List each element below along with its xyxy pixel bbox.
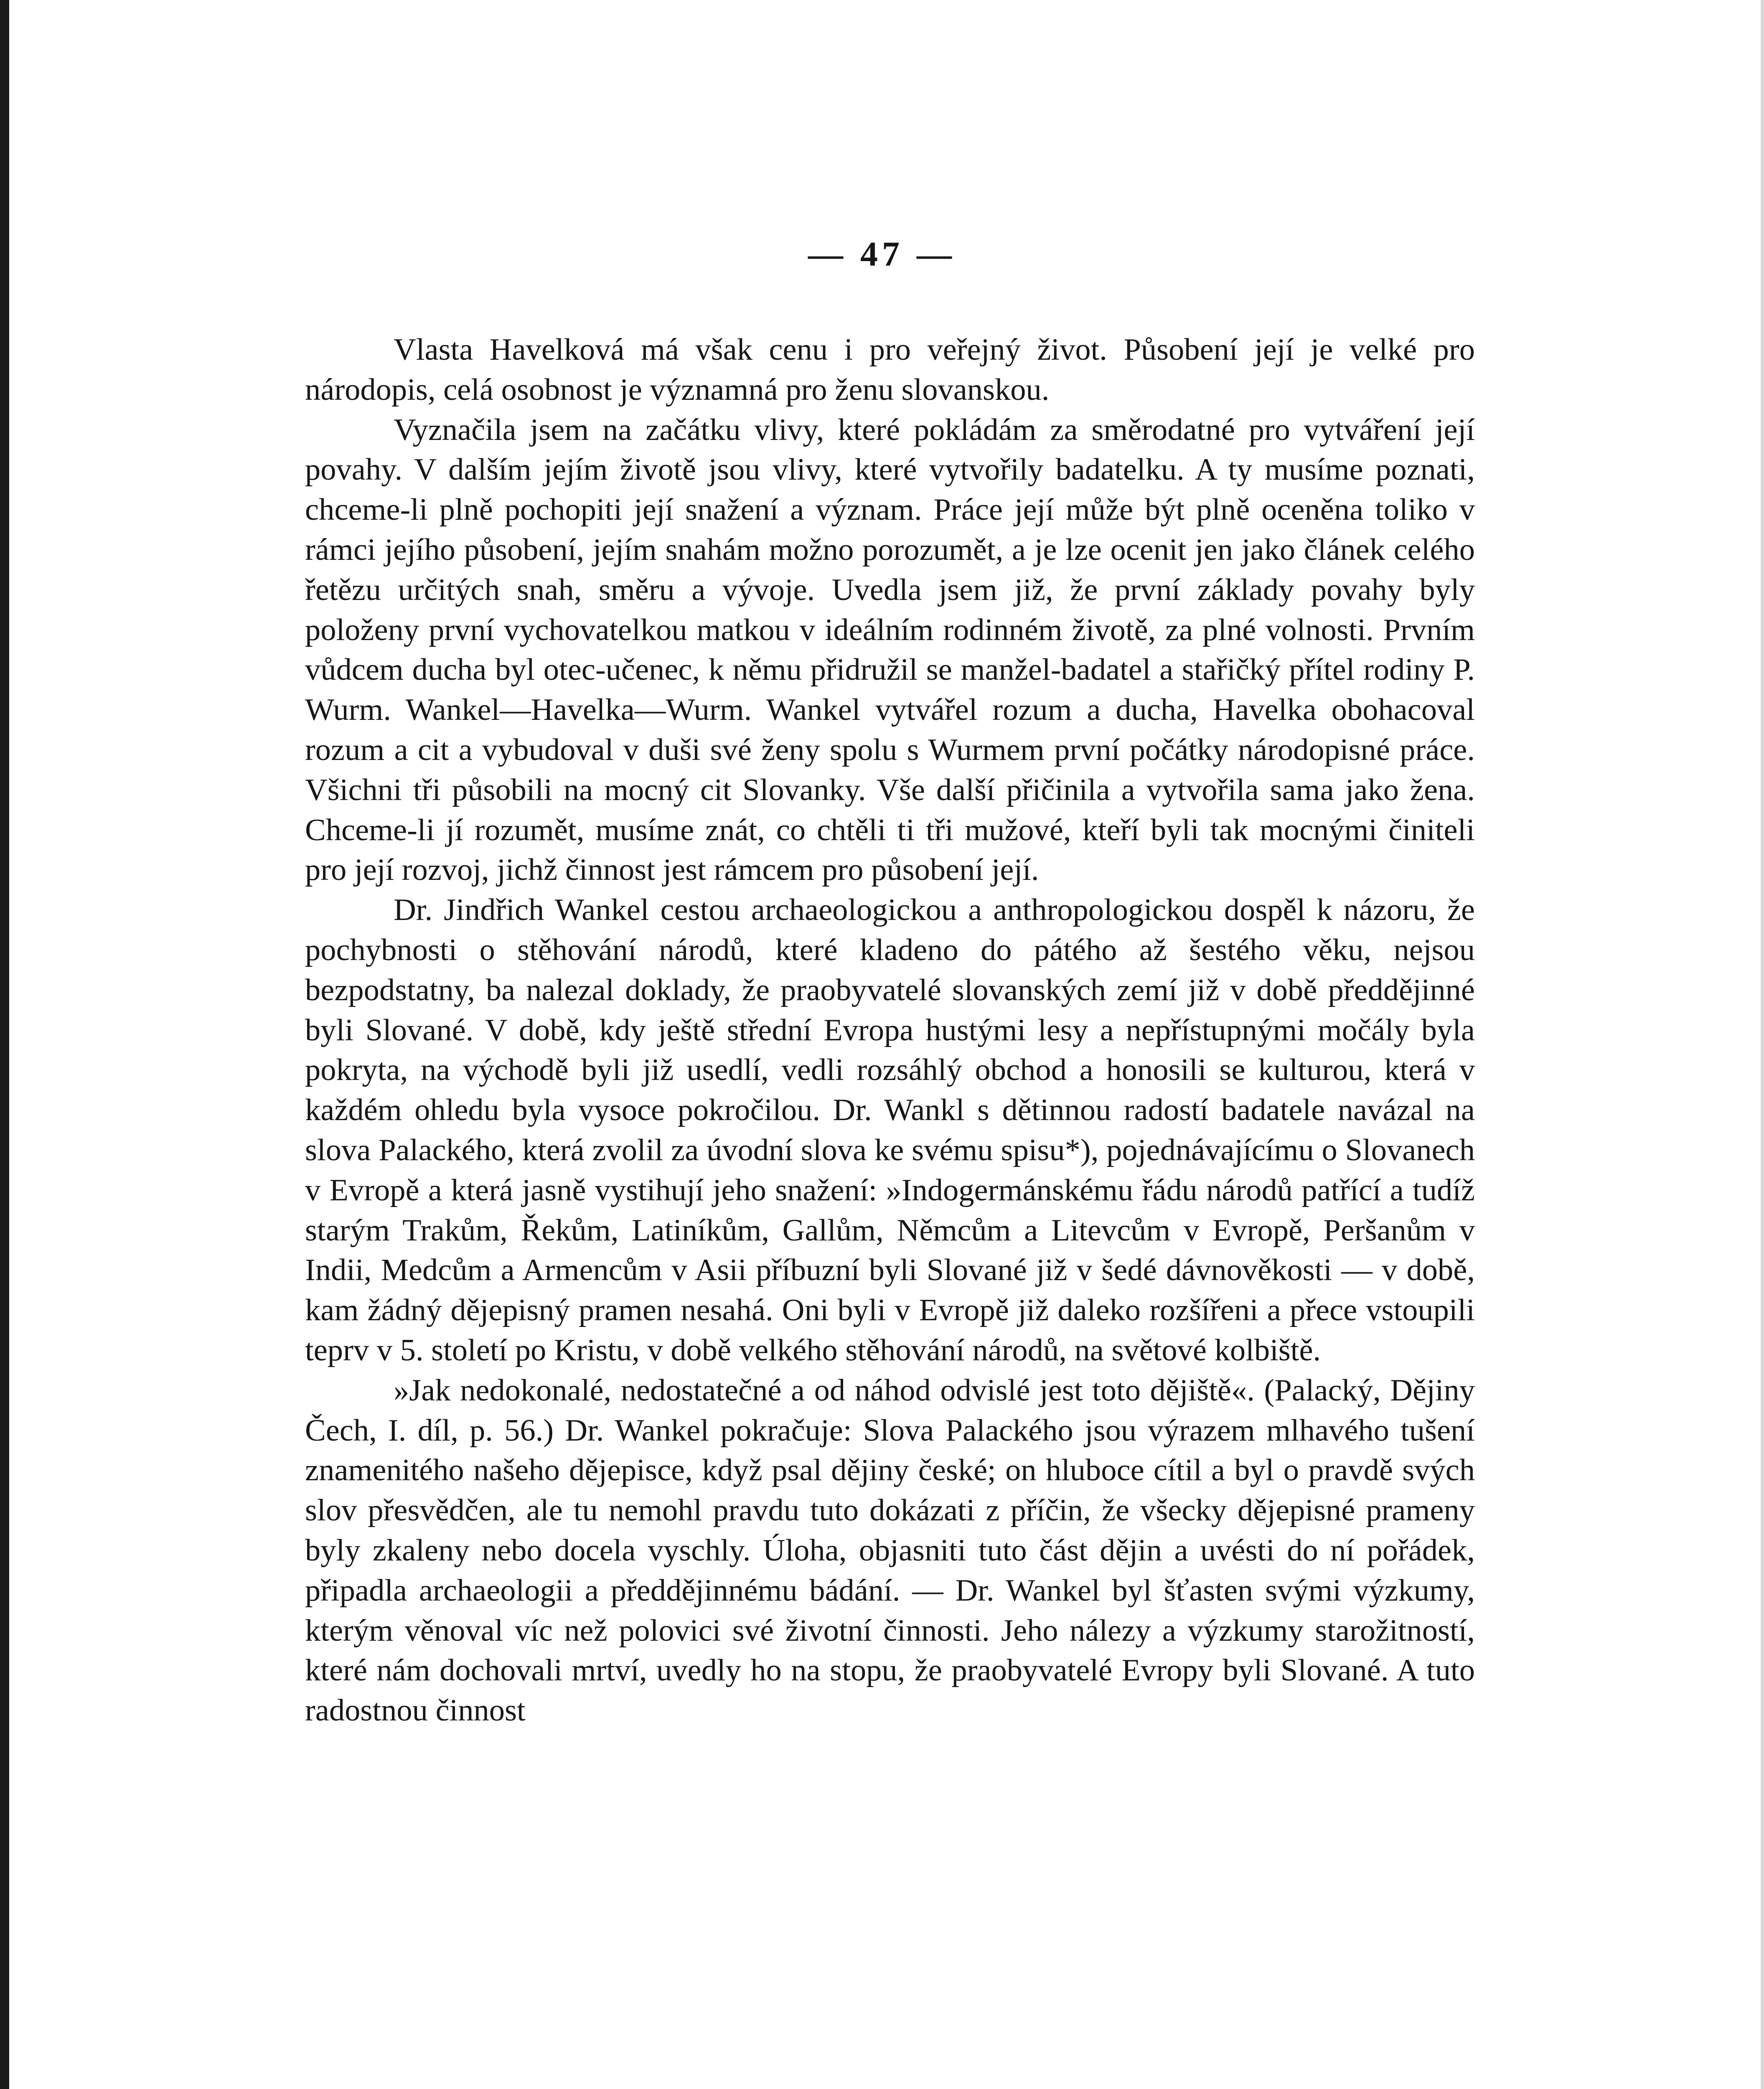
paragraph-4: »Jak nedokonalé, nedostatečné a od náhod odvislé jest toto dějiště«. (Palacký, Dějiny Čech, I. díl, p. 56.) Dr. Wankel pokračuje: Slova Palackého jsou výrazem mlhavého tušení znamenitého našeho dějepisce, když psal dějiny české; on hluboce cítil a byl o pravdě svých slov přesvědčen, ale tu nemohl pravdu tuto dokázati z příčin, že všecky dějepisné prameny byly zkaleny nebo docela vyschly. Úloha, objasniti tuto část dějin a uvésti do ní pořádek, připadla archaeologii a předdějinnému bádání. — Dr. Wankel byl šťasten svými výzkumy, kterým věnoval víc než polovici své životní činnosti. Jeho nálezy a výzkumy starožitností, které nám dochovali mrtví, uvedly ho na stopu, že praobyvatelé Evropy byli Slované. A tuto radostnou činnost <box>305 1373 1475 1728</box>
body-text <box>305 330 1475 1731</box>
scan-edge-left <box>0 0 9 2089</box>
page-number: — 47 — <box>808 235 956 274</box>
paragraph-1: Vlasta Havelková má však cenu i pro veřejný život. Působení její je velké pro národopis, celá osobnost je významná pro ženu slovanskou. <box>305 333 1475 407</box>
paragraph-2: Vyznačila jsem na začátku vlivy, které pokládám za směrodatné pro vytváření její povahy. V dalším jejím životě jsou vlivy, které vytvořily badatelku. A ty musíme poznati, chceme-li plně pochopiti její snažení a význam. Práce její může být plně oceněna toliko v rámci jejího působení, jejím snahám možno porozumět, a je lze ocenit jen jako článek celého řetězu určitých snah, směru a vývoje. Uvedla jsem již, že první základy povahy byly položeny první vychovatelkou matkou v ideálním rodinném životě, za plné volnosti. Prvním vůdcem ducha byl otec-učenec, k němu přidružil se manžel-badatel a stařičký přítel rodiny P. Wurm. Wankel—Havelka—Wurm. Wankel vytvářel rozum a ducha, Havelka obohacoval rozum a cit a vybudoval v duši své ženy spolu s Wurmem první počátky národopisné práce. Všichni tři působili na mocný cit Slovanky. Vše další přičinila a vytvořila sama jako žena. Chceme-li jí rozumět, musíme znát, co chtěli ti tři mužové, kteří byli tak mocnými činiteli pro její rozvoj, jichž činnost jest rámcem pro působení její. <box>305 412 1475 887</box>
scan-edge-right <box>1761 0 1764 2089</box>
paragraph-3: Dr. Jindřich Wankel cestou archaeologickou a anthropologickou dospěl k názoru, že pochybnosti o stěhování národů, které kladeno do pátého až šestého věku, nejsou bezpodstatny, ba nalezal doklady, že praobyvatelé slovanských zemí již v době předdějinné byli Slované. V době, kdy ještě střední Evropa hustými lesy a nepřístupnými močály byla pokryta, na východě byli již usedlí, vedli rozsáhlý obchod a honosili se kulturou, která v každém ohledu byla vysoce pokročilou. Dr. Wankl s dětinnou radostí badatele navázal na slova Palackého, která zvolil za úvodní slova ke svému spisu*), pojednávajícímu o Slovanech v Evropě a která jasně vystihují jeho snažení: »Indogermánskému řádu národů patřící a tudíž starým Trakům, Řekům, Latiníkům, Gallům, Němcům a Litevcům v Evropě, Peršanům v Indii, Medcům a Armencům v Asii příbuzní byli Slované již v šedé dávnověkosti — v době, kam žádný dějepisný pramen nesahá. Oni byli v Evropě již daleko rozšířeni a přece vstoupili teprv v 5. století po Kristu, v době velkého stěhování národů, na světové kolbiště. <box>305 893 1475 1367</box>
